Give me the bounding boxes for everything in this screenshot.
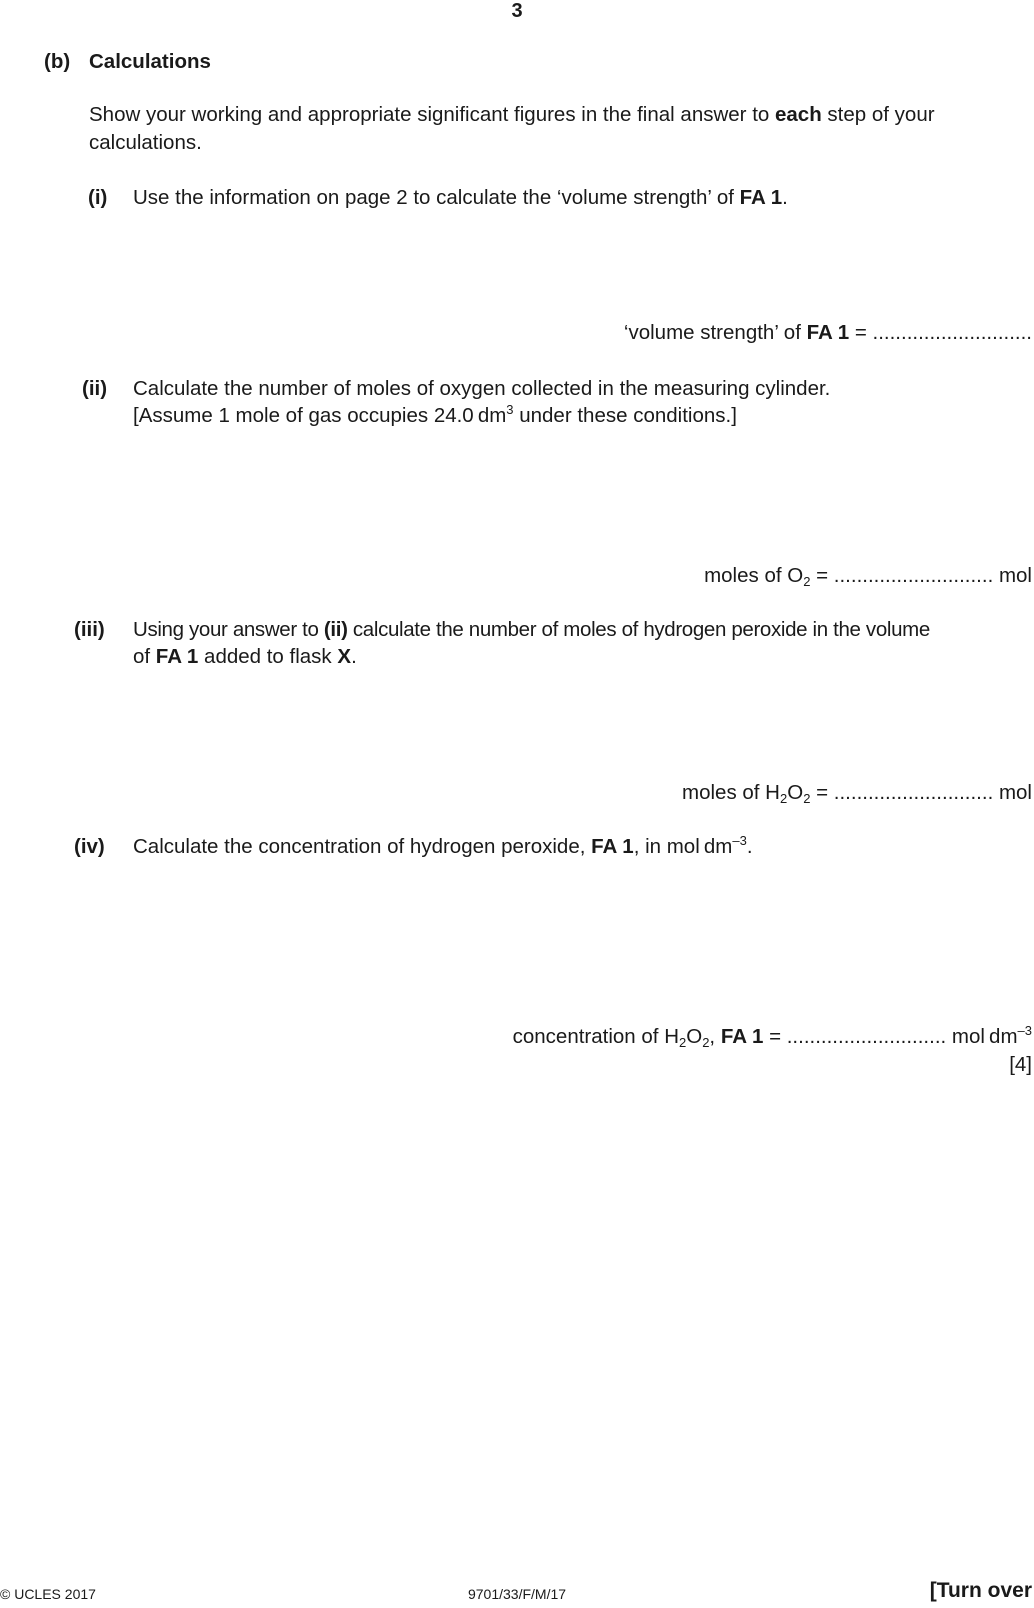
intro-line-1: Show your working and appropriate significant figures in the final answer to each step of your: [89, 103, 935, 126]
question-i-text: Use the information on page 2 to calculate the ‘volume strength’ of FA 1.: [133, 186, 788, 209]
question-ii-line-1: Calculate the number of moles of oxygen collected in the measuring cylinder.: [133, 377, 831, 400]
page-number: 3: [511, 0, 523, 22]
question-ii-label: (ii): [82, 377, 108, 400]
section-label: (b): [44, 50, 71, 73]
question-iv-text: Calculate the concentration of hydrogen peroxide, FA 1, in mol $dm^{-3}$.: [133, 833, 753, 858]
question-i-label: (i): [88, 186, 108, 209]
answer-line-moles-o2[interactable]: moles of $O_2$ = ............................ mol: [704, 564, 1032, 589]
answer-line-volume-strength[interactable]: ‘volume strength’ of FA 1 = ............................: [623, 321, 1032, 344]
intro-line-2: calculations.: [89, 131, 202, 154]
footer-copyright: © UCLES 2017: [0, 1586, 96, 1602]
answer-line-moles-h2o2[interactable]: moles of $H_2O_2$ = ............................ mol: [682, 781, 1032, 806]
question-ii-line-2: [Assume 1 mole of gas occupies 24.0 $dm^3$ under these conditions.]: [133, 402, 737, 427]
marks-allocation: [4]: [1009, 1053, 1032, 1076]
question-iii-label: (iii): [74, 618, 105, 641]
turn-over-label: [Turn over: [929, 1579, 1032, 1602]
answer-line-concentration[interactable]: concentration of $H_2O_2$, FA 1 = ............................ mol $dm^{-3}$: [512, 1023, 1032, 1050]
question-iv-label: (iv): [74, 835, 105, 858]
question-iii-line-2: of FA 1 added to flask X.: [133, 645, 357, 668]
section-title: Calculations: [89, 50, 211, 73]
question-iii-line-1: Using your answer to (ii) calculate the number of moles of hydrogen peroxide in the volume: [133, 618, 930, 641]
footer-paper-code: 9701/33/F/M/17: [467, 1586, 567, 1602]
